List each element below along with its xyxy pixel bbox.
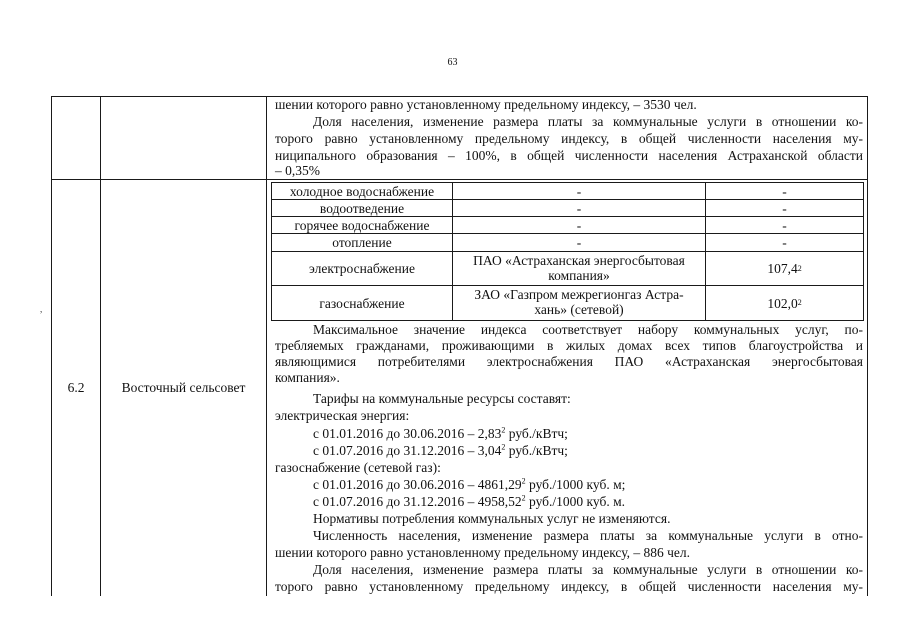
service-provider: - <box>576 200 582 216</box>
page-number: 63 <box>447 57 458 68</box>
intro-line: компания». <box>275 370 340 385</box>
service-name: отопление <box>332 235 392 250</box>
service-index: - <box>782 200 787 216</box>
population-line: шении которого равно установленному предельному индексу, – 886 чел. <box>275 545 691 560</box>
scan-mark: , <box>40 304 43 314</box>
norms-text: Нормативы потребления коммунальных услуг не изменяются. <box>313 511 671 526</box>
service-name: водоотведение <box>319 200 405 216</box>
service-provider: ПАО «Астраханская энергосбытовая компания» <box>473 253 685 283</box>
share-line: торого равно установленному предельному индексу, в общей численности населения му- <box>275 579 863 594</box>
service-provider: ЗАО «Газпром межрегионгаз Астра- хань» (сетевой) <box>474 287 684 317</box>
service-provider: - <box>576 217 582 233</box>
service-name: холодное водоснабжение <box>289 183 435 199</box>
service-index: 102,0 2 <box>767 295 802 311</box>
gas-heading: газоснабжение (сетевой газ): <box>275 460 441 475</box>
top-paragraph-line: шении которого равно установленному предельному индексу, – 3530 чел. <box>275 97 697 112</box>
gas-tariff-line: с 01.01.2016 до 30.06.2016 – 4861,29$^2$ руб./1000 куб. м; <box>313 476 626 492</box>
service-index: - <box>782 183 787 199</box>
population-line: Численность населения, изменение размера платы за коммунальные услуги в отно- <box>313 528 863 543</box>
gas-tariff-line: с 01.07.2016 до 31.12.2016 – 4958,52$^2$ руб./1000 куб. м. <box>313 493 625 509</box>
service-index: - <box>782 235 787 250</box>
top-paragraph-line: – 0,35% <box>275 163 320 178</box>
row-number: 6.2 <box>67 379 85 395</box>
intro-line: Максимальное значение индекса соответствует набору коммунальных услуг, по- <box>313 322 863 337</box>
tariffs-heading: Тарифы на коммунальные ресурсы составят: <box>313 391 571 406</box>
intro-line: требляемых гражданами, проживающими в жилых домах всех типов благоустройства и <box>275 338 863 353</box>
electricity-heading: электрическая энергия: <box>275 408 410 423</box>
service-index: - <box>782 217 787 233</box>
service-name: газоснабжение <box>319 295 405 311</box>
intro-line: являющимися потребителями электроснабжения ПАО «Астраханская энергосбытовая <box>275 354 863 369</box>
top-paragraph-line: торого равно установленному предельному индексу, в общей численности населения му- <box>275 131 863 146</box>
top-paragraph-line: Доля населения, изменение размера платы за коммунальные услуги в отношении ко- <box>313 114 863 129</box>
share-line: Доля населения, изменение размера платы за коммунальные услуги в отношении ко- <box>313 562 863 577</box>
service-index: 107,4 2 <box>767 261 802 276</box>
settlement-name: Восточный сельсовет <box>121 379 246 395</box>
electricity-tariff-line: с 01.01.2016 до 30.06.2016 – 2,83$^2$ руб./кВтч; <box>313 425 568 441</box>
service-provider: - <box>576 235 582 250</box>
electricity-tariff-line: с 01.07.2016 до 31.12.2016 – 3,04$^2$ руб./кВтч; <box>313 442 568 458</box>
service-name: горячее водоснабжение <box>294 217 430 233</box>
service-name: электроснабжение <box>309 261 415 276</box>
service-provider: - <box>576 183 582 199</box>
top-paragraph-line: ниципального образования – 100%, в общей численности населения Астраханской области <box>275 148 863 163</box>
